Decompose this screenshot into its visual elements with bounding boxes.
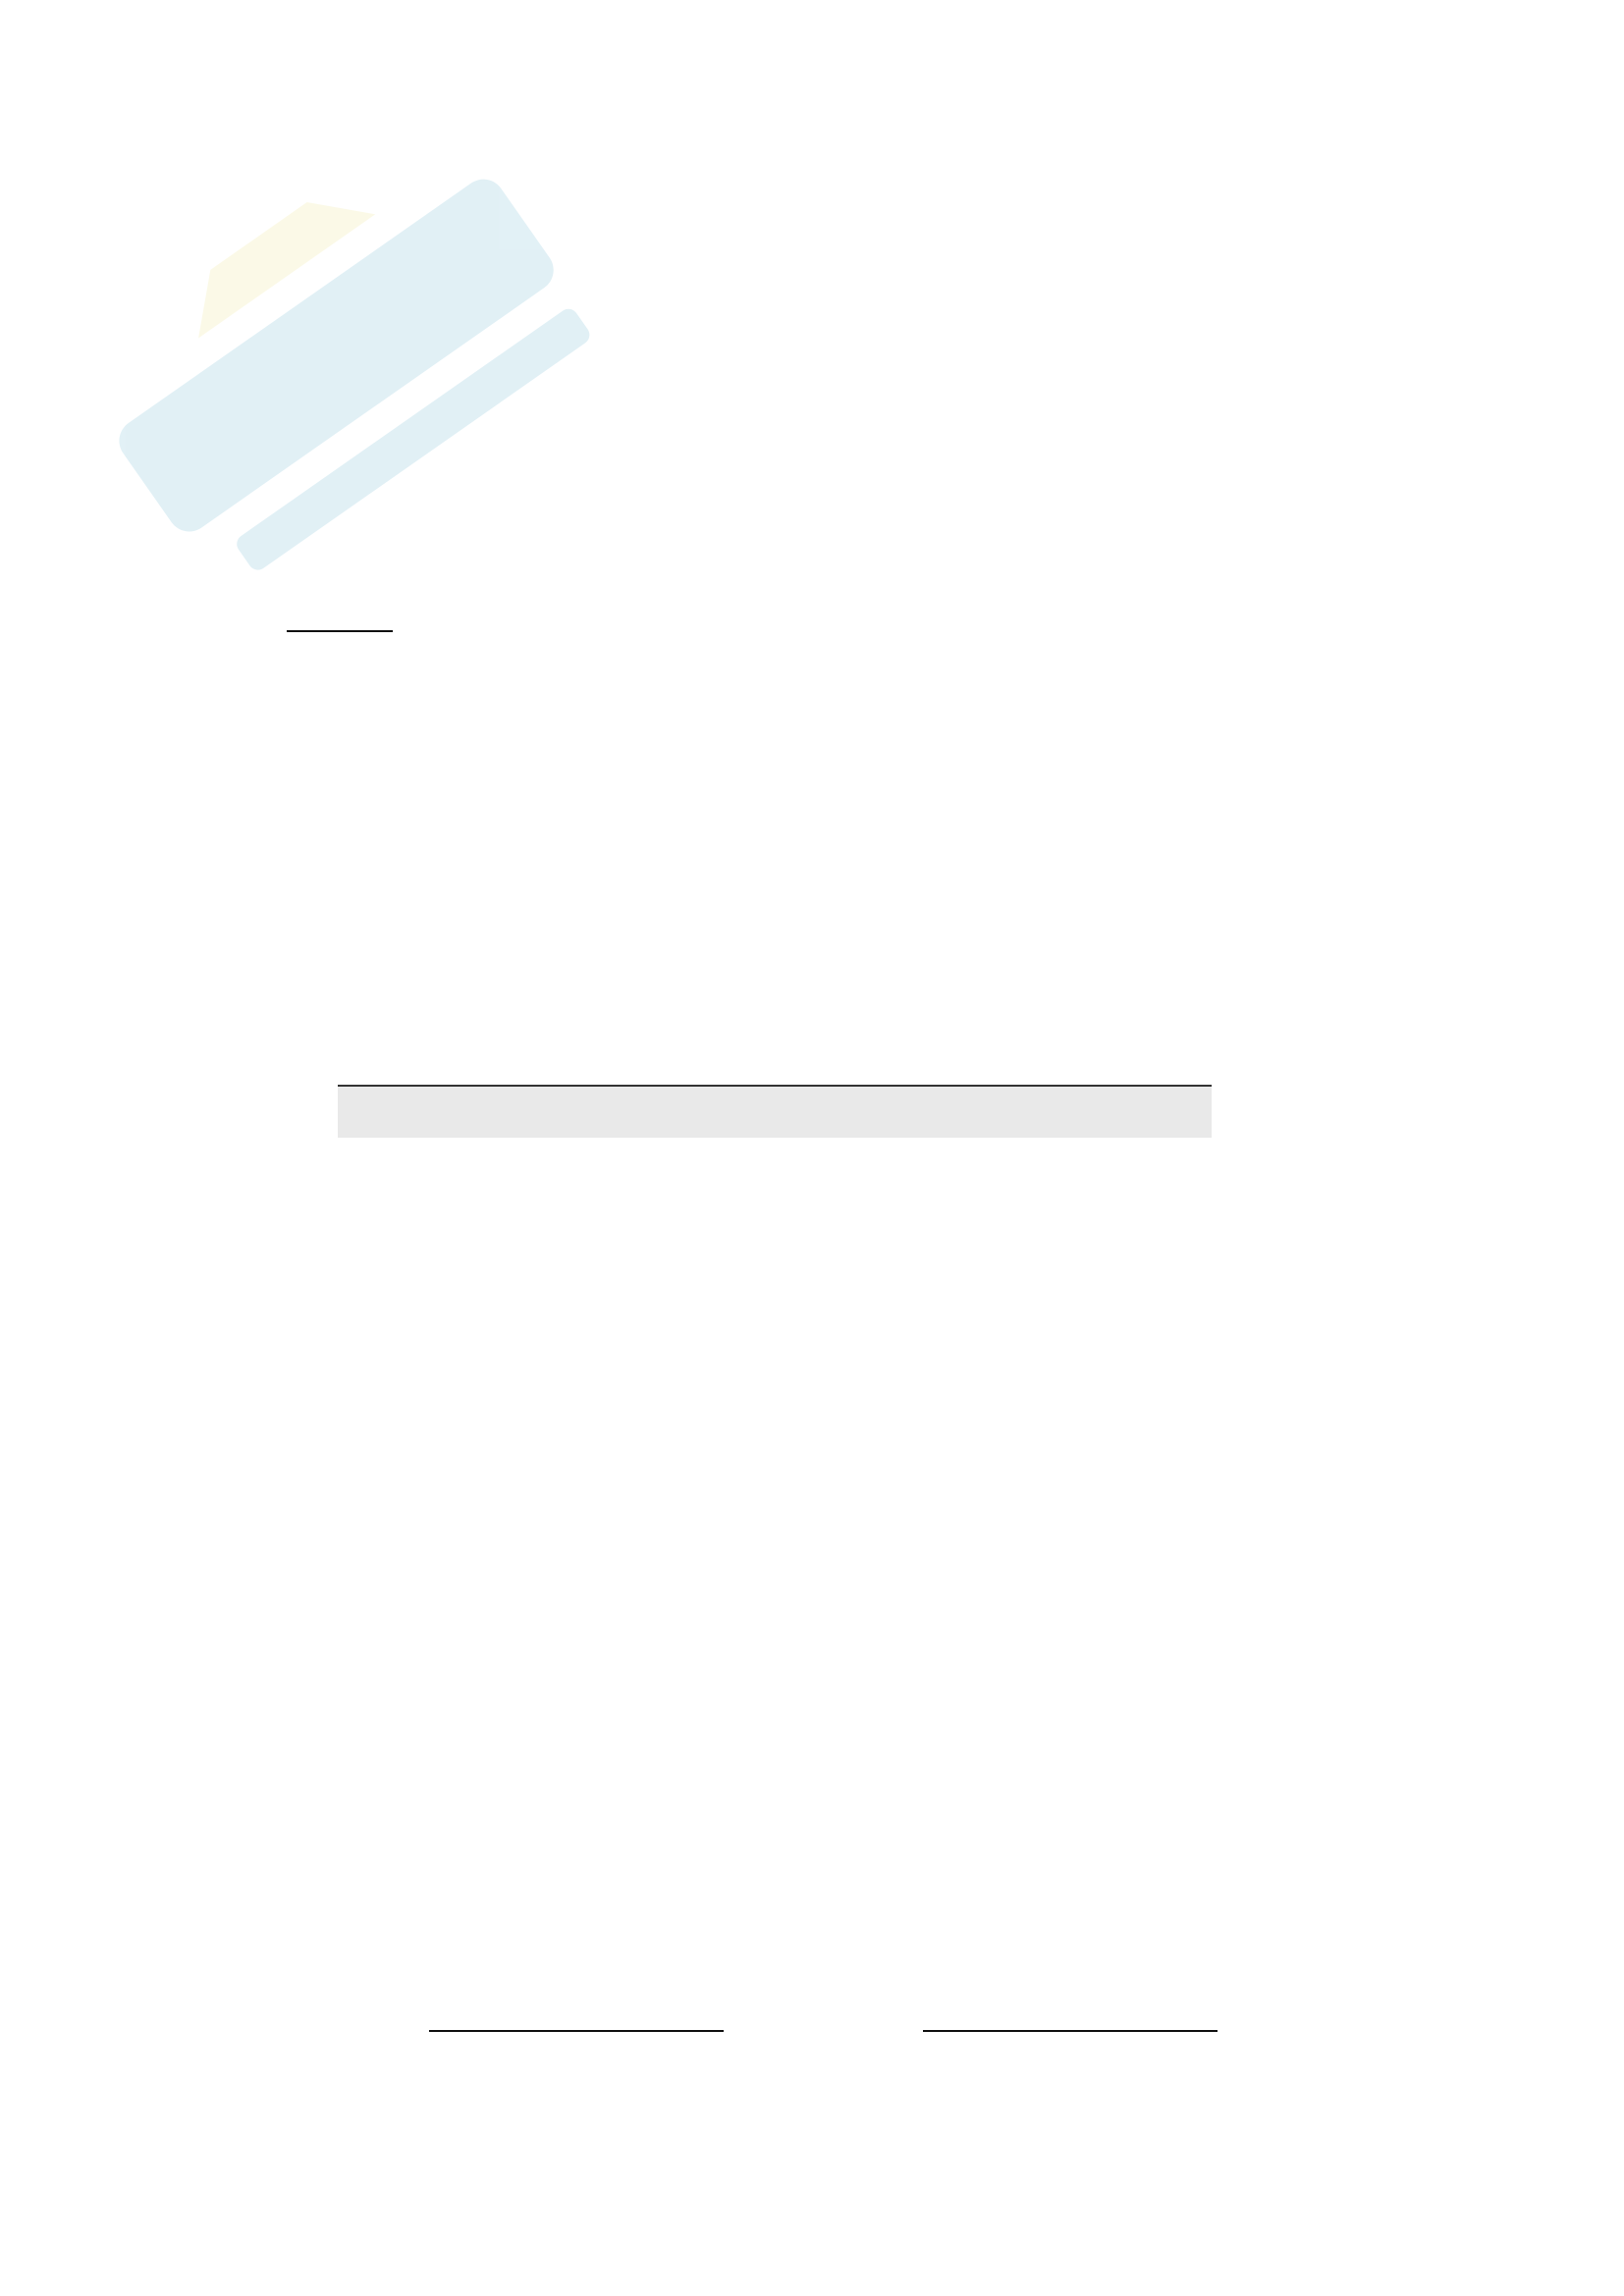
var-fraction-2 — [923, 1973, 1218, 2091]
weight-formula — [155, 587, 1432, 705]
var-formula — [110, 1973, 1485, 2110]
formula-fraction — [281, 587, 399, 686]
var-fraction-1 — [429, 1973, 724, 2091]
returns-table-wrapper — [338, 1085, 1212, 1138]
sum-formula — [155, 693, 1333, 752]
returns-table — [338, 1085, 1212, 1138]
group-header-left — [338, 1086, 1194, 1138]
group-header-right — [1194, 1086, 1212, 1138]
